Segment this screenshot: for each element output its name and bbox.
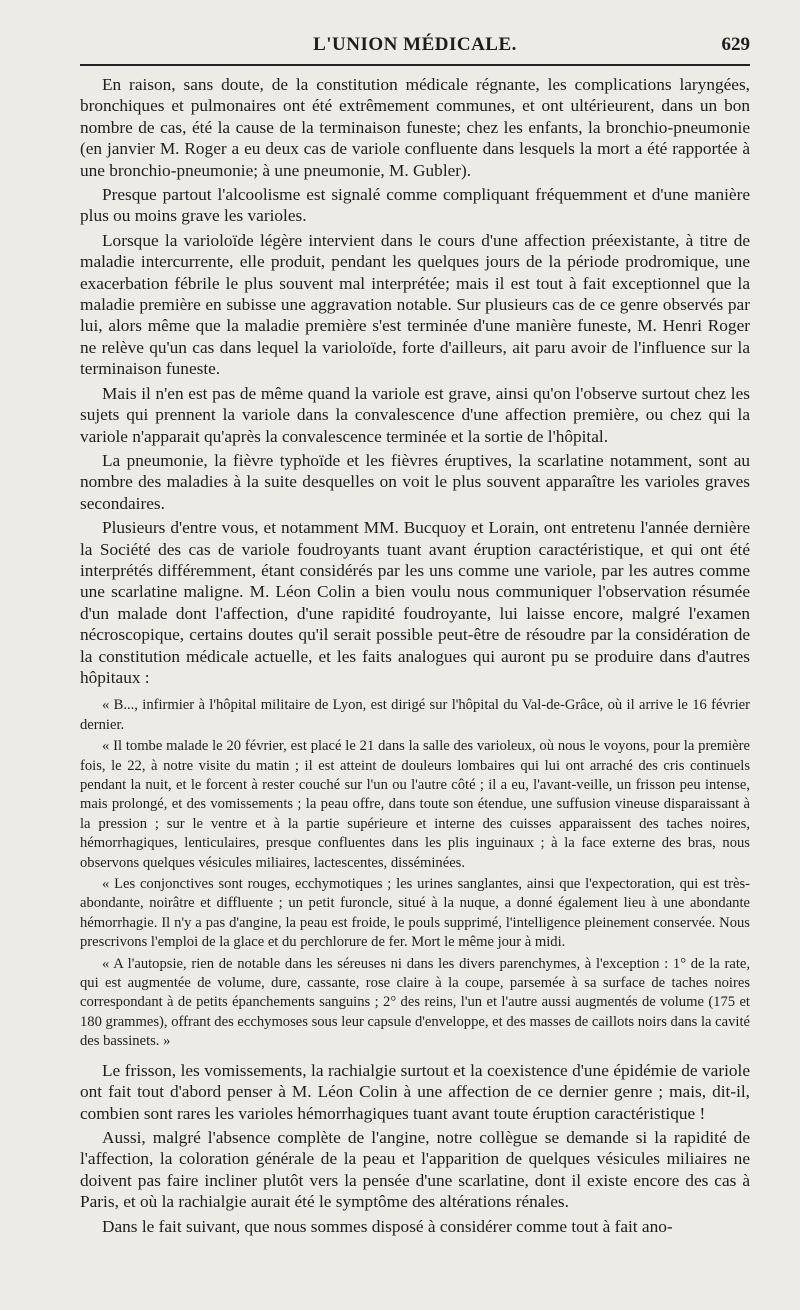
quote-paragraph: « A l'autopsie, rien de notable dans les séreuses ni dans les divers parenchymes, à l'exception : 1° de la rate, qui est augmentée de volume, dure, cassante, rose claire à la coupe, parsemée à sa surface de taches noires correspondant à de petits épanchements sanguins ; 2° des reins, l'un et l'autre aussi augmentés de volume (175 et 180 grammes), offrant des ecchymoses sous leur capsule d'enveloppe, et des masses de caillots noirs dans la cavité des bassinets. » xyxy=(80,955,750,1050)
paragraph: Mais il n'en est pas de même quand la variole est grave, ainsi qu'on l'observe surtout chez les sujets qui prennent la variole dans la convalescence d'une affection première, ou chez qui la variole n'apparait qu'après la convalescence terminée et la sortie de l'hôpital. xyxy=(80,383,750,446)
paragraph: Presque partout l'alcoolisme est signalé comme compliquant fréquemment et d'une manière plus ou moins grave les varioles. xyxy=(80,185,750,226)
page-number: 629 xyxy=(721,34,750,55)
paragraph: Lorsque la varioloïde légère intervient dans le cours d'une affection préexistante, à titre de maladie intercurrente, elle produit, pendant les quelques jours de la période prodromique, une exacerbation fébrile le plus souvent mal interprétée; mais il est tout à fait exceptionnel que la maladie première en subisse une aggravation notable. Sur plusieurs cas de ce genre observés par lui, alors même que la maladie première s'est terminée d'une manière funeste, M. Henri Roger ne relève qu'un cas dans lequel la varioloïde, forte d'ailleurs, ait paru avoir de l'influence sur la terminaison funeste. xyxy=(80,230,750,379)
paragraph: Le frisson, les vomissements, la rachialgie surtout et la coexistence d'une épidémie de variole ont fait tout d'abord penser à M. Léon Colin à une affection de ce dernier genre ; mais, dit-il, combien sont rares les varioles hémorrhagiques tuant avant toute éruption caractéristique ! xyxy=(80,1060,750,1123)
running-title: L'UNION MÉDICALE. xyxy=(313,34,517,55)
paragraph: La pneumonie, la fièvre typhoïde et les fièvres éruptives, la scarlatine notamment, sont au nombre des maladies à la suite desquelles on voit le plus souvent apparaître les varioles graves secondaires. xyxy=(80,450,750,513)
paragraph: En raison, sans doute, de la constitution médicale régnante, les complications laryngées, bronchiques et pulmonaires ont été extrêmement communes, et ont ultérieurent, dans un bon nombre de cas, été la cause de la terminaison funeste; chez les enfants, la bronchio-pneumonie (en janvier M. Roger a eu deux cas de variole confluente dans lesquels la mort a été rapportée à une bronchio-pneumonie; à une pneumonie, M. Gubler). xyxy=(80,75,750,180)
paragraph: Plusieurs d'entre vous, et notamment MM. Bucquoy et Lorain, ont entretenu l'année dernière la Société des cas de variole foudroyants tuant avant éruption caractéristique, et qui ont été interprétés différemment, étant considérés par les uns comme une variole, par les autres comme une scarlatine maligne. M. Léon Colin a bien voulu nous communiquer l'observation résumée d'un malade dont l'affection, d'une rapidité foudroyante, lui laisse encore, malgré l'examen nécroscopique, certains doutes qu'il serait possible peut-être de résoudre par la considération de la constitution médicale actuelle, et les faits analogues qui auront pu se produire dans d'autres hôpitaux : xyxy=(80,518,750,687)
header-rule xyxy=(80,64,750,66)
paragraph: Aussi, malgré l'absence complète de l'angine, notre collègue se demande si la rapidité de l'affection, la coloration générale de la peau et l'apparition de quelques vésicules miliaires ne doivent pas faire incliner plutôt vers la pensée d'une scarlatine, dont il existe encore des cas à Paris, et où la rachialgie aurait été le symptôme des altérations rénales. xyxy=(80,1127,750,1212)
page-header xyxy=(80,28,750,64)
quote-paragraph: « B..., infirmier à l'hôpital militaire de Lyon, est dirigé sur l'hôpital du Val-de-Grâce, où il arrive le 16 février dernier. xyxy=(80,697,750,733)
article-body xyxy=(80,74,750,1237)
quote-paragraph: « Il tombe malade le 20 février, est placé le 21 dans la salle des varioleux, où nous le voyons, pour la première fois, le 22, à notre visite du matin ; il est atteint de douleurs lombaires qui lui ont arraché des cris continuels pendant la nuit, et le forcent à rester couché sur l'un ou l'autre côté ; il a eu, l'avant-veille, un frisson peu intense, mais prolongé, et des vomissements ; la peau offre, dans toute son étendue, une suffusion vineuse disparaissant à la pression ; sur le ventre et à la partie supérieure et interne des cuisses apparaissent des taches noires, hémorrhagiques, lenticulaires, presque confluentes dans les plis inguinaux ; à la face externe des bras, nous observons quelques vésicules miliaires, lactescentes, disséminées. xyxy=(80,738,750,871)
paragraph: Dans le fait suivant, que nous sommes disposé à considérer comme tout à fait ano- xyxy=(102,1216,673,1236)
quote-paragraph: « Les conjonctives sont rouges, ecchymotiques ; les urines sanglantes, ainsi que l'expectoration, qui est très-abondante, noirâtre et diffluente ; un petit furoncle, situé à la nuque, a donné également lieu à une abondante hémorrhagie. Il n'y a pas d'angine, la peau est froide, le pouls supprimé, l'intelligence pleinement conservée. Nous prescrivons l'emploi de la glace et du perchlorure de fer. Mort le même jour à midi. xyxy=(80,876,750,951)
case-report-quote xyxy=(80,696,750,1051)
